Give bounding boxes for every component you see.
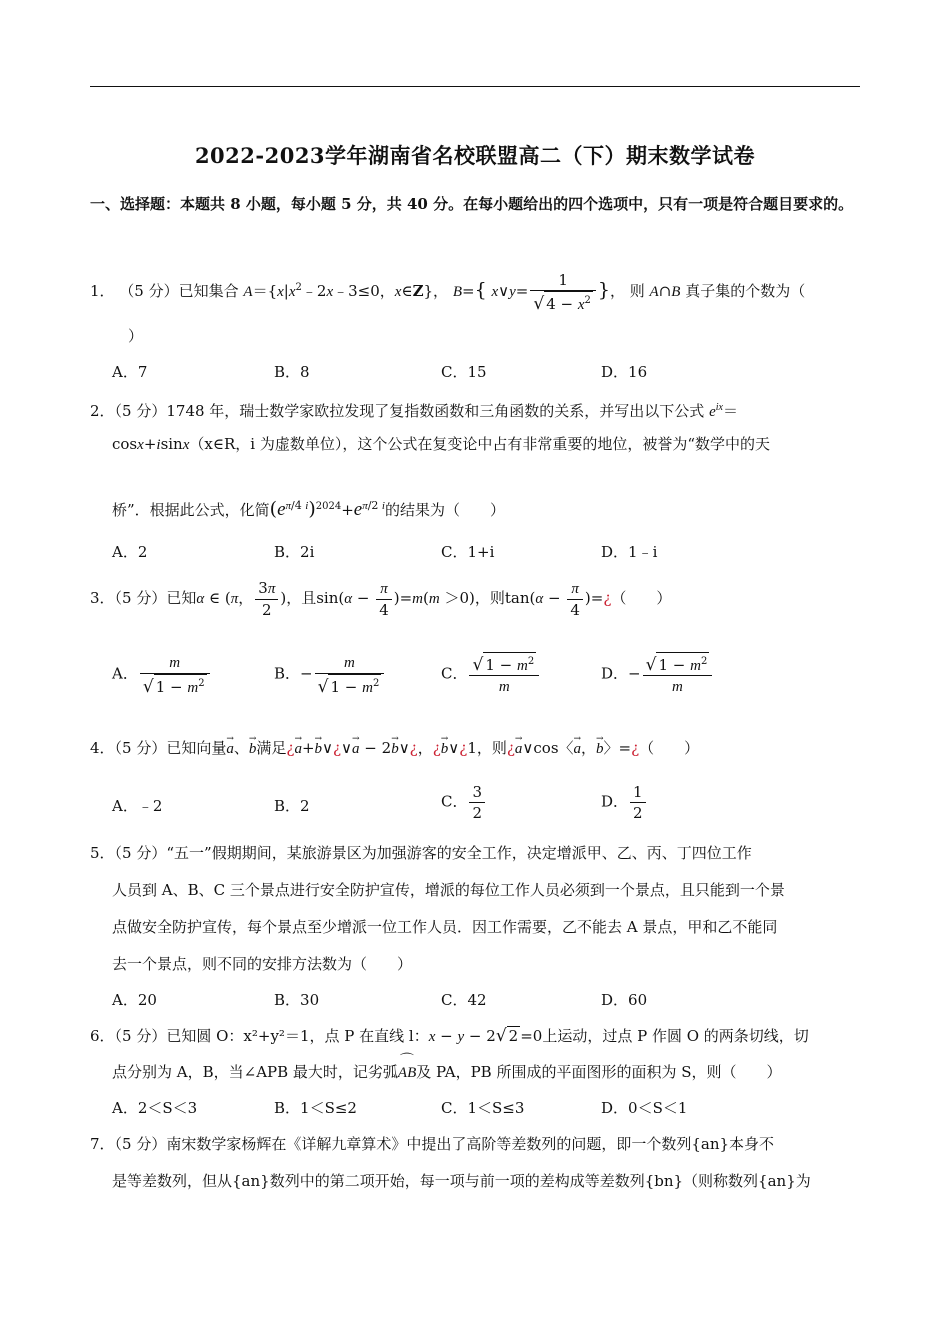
question-3: 3．（5 分）已知α ∈ (π， $\frac{3\pi}{2}$ )，且sin(α − $\frac{\pi}{4}$ )=m(m ＞0)，则tan(α − $\frac{\pi}{4}$ )=¿（ ） [90, 579, 672, 619]
q1-option-a[interactable]: A．7 [112, 363, 148, 381]
page-title: 2022-2023学年湖南省名校联盟高二（下）期末数学试卷 [194, 143, 756, 168]
question-2-line-1: 2．（5 分）1748 年，瑞士数学家欧拉发现了复指数函数和三角函数的关系，并写出以下公式 $e^{ix}=$ [90, 402, 738, 420]
q2-option-b[interactable]: B．2i [274, 543, 315, 561]
header-rule [90, 86, 860, 87]
q1-option-b[interactable]: B．8 [274, 363, 310, 381]
q5-option-a[interactable]: A．20 [112, 991, 157, 1009]
q3-option-c[interactable]: C． $\frac{√ 1 - m^2}{m}$ [441, 652, 541, 697]
q3-option-b[interactable]: B．− $\frac{m}{√ 1 - m^2}$ [274, 652, 386, 697]
question-6-line-2: 点分别为 A，B，当∠APB 最大时，记劣弧⌒ AB及 PA，PB 所围成的平面图形的面积为 S，则（ ） [112, 1062, 782, 1083]
question-5-line-3: 点做安全防护宣传，每个景点至少增派一位工作人员．因工作需要，乙不能去 A 景点，甲和乙不能同 [112, 918, 778, 936]
section-heading: 一、选择题：本题共 8 小题，每小题 5 分，共 40 分。在每小题给出的四个选项中，只有一项是符合题目要求的。 [90, 195, 854, 213]
q5-option-c[interactable]: C．42 [441, 991, 487, 1009]
q4-option-c[interactable]: C． $\frac{3}{2}$ [441, 782, 487, 823]
q2-option-a[interactable]: A．2 [112, 543, 148, 561]
q1-option-d[interactable]: D．16 [601, 363, 648, 381]
question-4: 4．（5 分）已知向量→ a、→ b满足¿→ a+→ b∨¿∨→ a − 2→ b∨¿，¿→ b∨¿1，则¿→ a∨cos〈→ a，→ b〉=¿（ ） [90, 738, 699, 759]
q4-option-b[interactable]: B．2 [274, 797, 310, 815]
q6-option-b[interactable]: B．1＜S≤2 [274, 1099, 357, 1117]
question-1-close: ） [128, 327, 144, 345]
q6-option-c[interactable]: C．1＜S≤3 [441, 1099, 525, 1117]
q6-option-d[interactable]: D．0＜S＜1 [601, 1099, 688, 1117]
q4-option-a[interactable]: A．﹣2 [112, 797, 163, 815]
question-5-line-1: 5．（5 分）“五一”假期期间，某旅游景区为加强游客的安全工作，决定增派甲、乙、丙、丁四位工作 [90, 844, 752, 862]
q5-option-d[interactable]: D．60 [601, 991, 648, 1009]
question-5-line-2: 人员到 A、B、C 三个景点进行安全防护宣传，增派的每位工作人员必须到一个景点，且只能到一个景 [112, 881, 785, 899]
q5-option-b[interactable]: B．30 [274, 991, 320, 1009]
q3-option-d[interactable]: D．− $\frac{√ 1 - m^2}{m}$ [601, 652, 714, 697]
question-1: 1． （5 分）已知集合 $A=\{x|x^2﹣2x﹣3\le 0$，x∈Z}， B={ x∨y= $\frac{1}{√ 4 - x^2}$ }， 则 A∩B 真子集的个数为（ [90, 271, 806, 314]
q6-option-a[interactable]: A．2＜S＜3 [112, 1099, 198, 1117]
q1-option-c[interactable]: C．15 [441, 363, 487, 381]
question-5-line-4: 去一个景点，则不同的安排方法数为（ ） [112, 955, 413, 973]
question-7-line-2: 是等差数列，但从{an}数列中的第二项开始，每一项与前一项的差构成等差数列{bn}（则称数列{an}为 [112, 1172, 811, 1190]
question-2-line-2: cosx+isinx（x∈R，i 为虚数单位），这个公式在复变论中占有非常重要的地位，被誉为“数学中的天 [112, 435, 770, 453]
question-6-line-1: 6．（5 分）已知圆 O：x²+y²＝1，点 P 在直线 l：x − y − 2√ 2 =0上运动，过点 P 作圆 O 的两条切线，切 [90, 1026, 809, 1046]
q2-option-d[interactable]: D．1﹣i [601, 543, 658, 561]
question-2-line-3: 桥”．根据此公式，化简$(e^{\pi/4 i})^{2024}+e^{\pi/2 i}$的结果为（ ） [112, 498, 505, 520]
q4-option-d[interactable]: D． $\frac{1}{2}$ [601, 782, 648, 823]
q1-fraction: $\frac{1}{√ 4 - x^2}$ [530, 270, 596, 314]
q3-option-a[interactable]: A． $\frac{m}{√ 1 - m^2}$ [112, 652, 212, 697]
q2-option-c[interactable]: C．1+i [441, 543, 495, 561]
question-7-line-1: 7．（5 分）南宋数学家杨辉在《详解九章算术》中提出了高阶等差数列的问题，即一个数列{an}本身不 [90, 1135, 775, 1153]
